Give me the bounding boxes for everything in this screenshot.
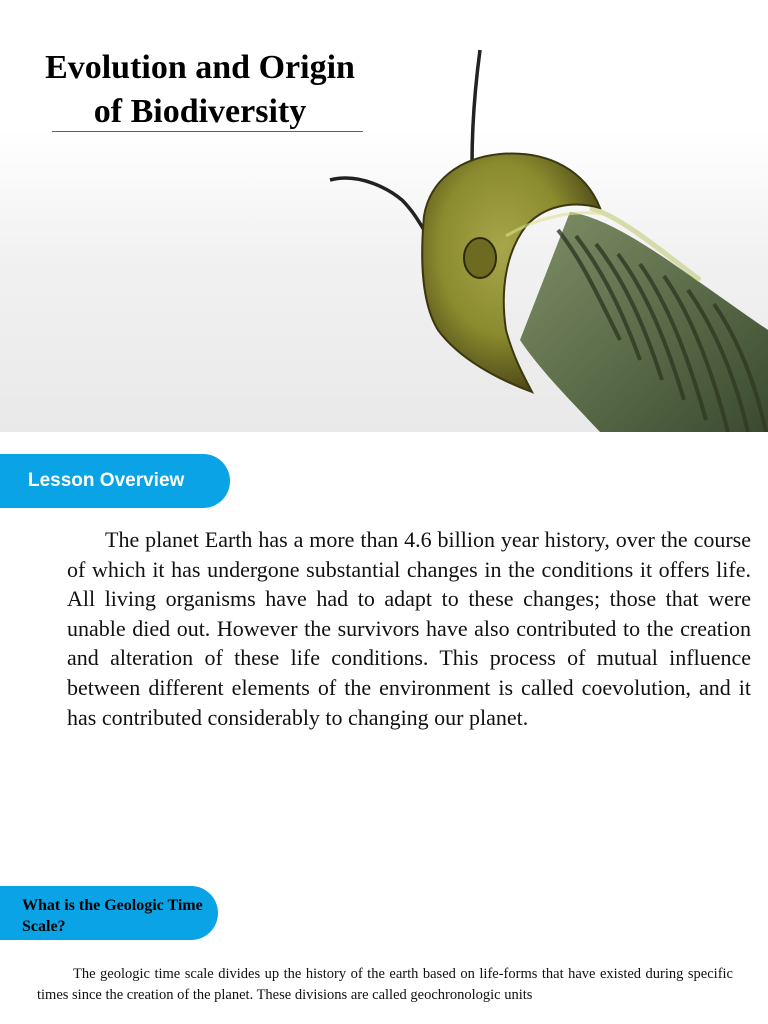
trilobite-illustration (320, 40, 768, 432)
antenna-top (472, 50, 480, 164)
geologic-time-scale-heading (22, 895, 242, 937)
title-line-1: Evolution and Origin (45, 49, 355, 86)
hero-banner (0, 0, 768, 432)
geologic-heading-line-1: What is the Geologic Time (22, 897, 203, 914)
geologic-time-scale-paragraph: The geologic time scale divides up the history of the earth based on life-forms that have existed during specific times since the creation of the planet. These divisions are called geochronologic units (37, 966, 733, 1003)
geologic-time-scale-tab (0, 886, 218, 940)
geologic-heading-line-2: Scale? (22, 918, 66, 935)
antenna-left (330, 178, 424, 230)
title-line-2: of Biodiversity (93, 93, 307, 130)
lesson-overview-paragraph: The planet Earth has a more than 4.6 billion year history, over the course of which it has undergone substantial changes in the conditions it offers life. All living organisms have had to adapt to these changes; those that were unable died out. However the survivors have also contributed to the creation and alteration of these life conditions. This process of mutual influence between different elements of the environment is called coevolution, and it has contributed considerably to changing our planet. (67, 527, 751, 730)
lesson-overview-tab (0, 454, 230, 508)
trilobite-body (520, 208, 768, 432)
lesson-overview-label: Lesson Overview (28, 470, 185, 491)
title-underline (52, 131, 363, 132)
